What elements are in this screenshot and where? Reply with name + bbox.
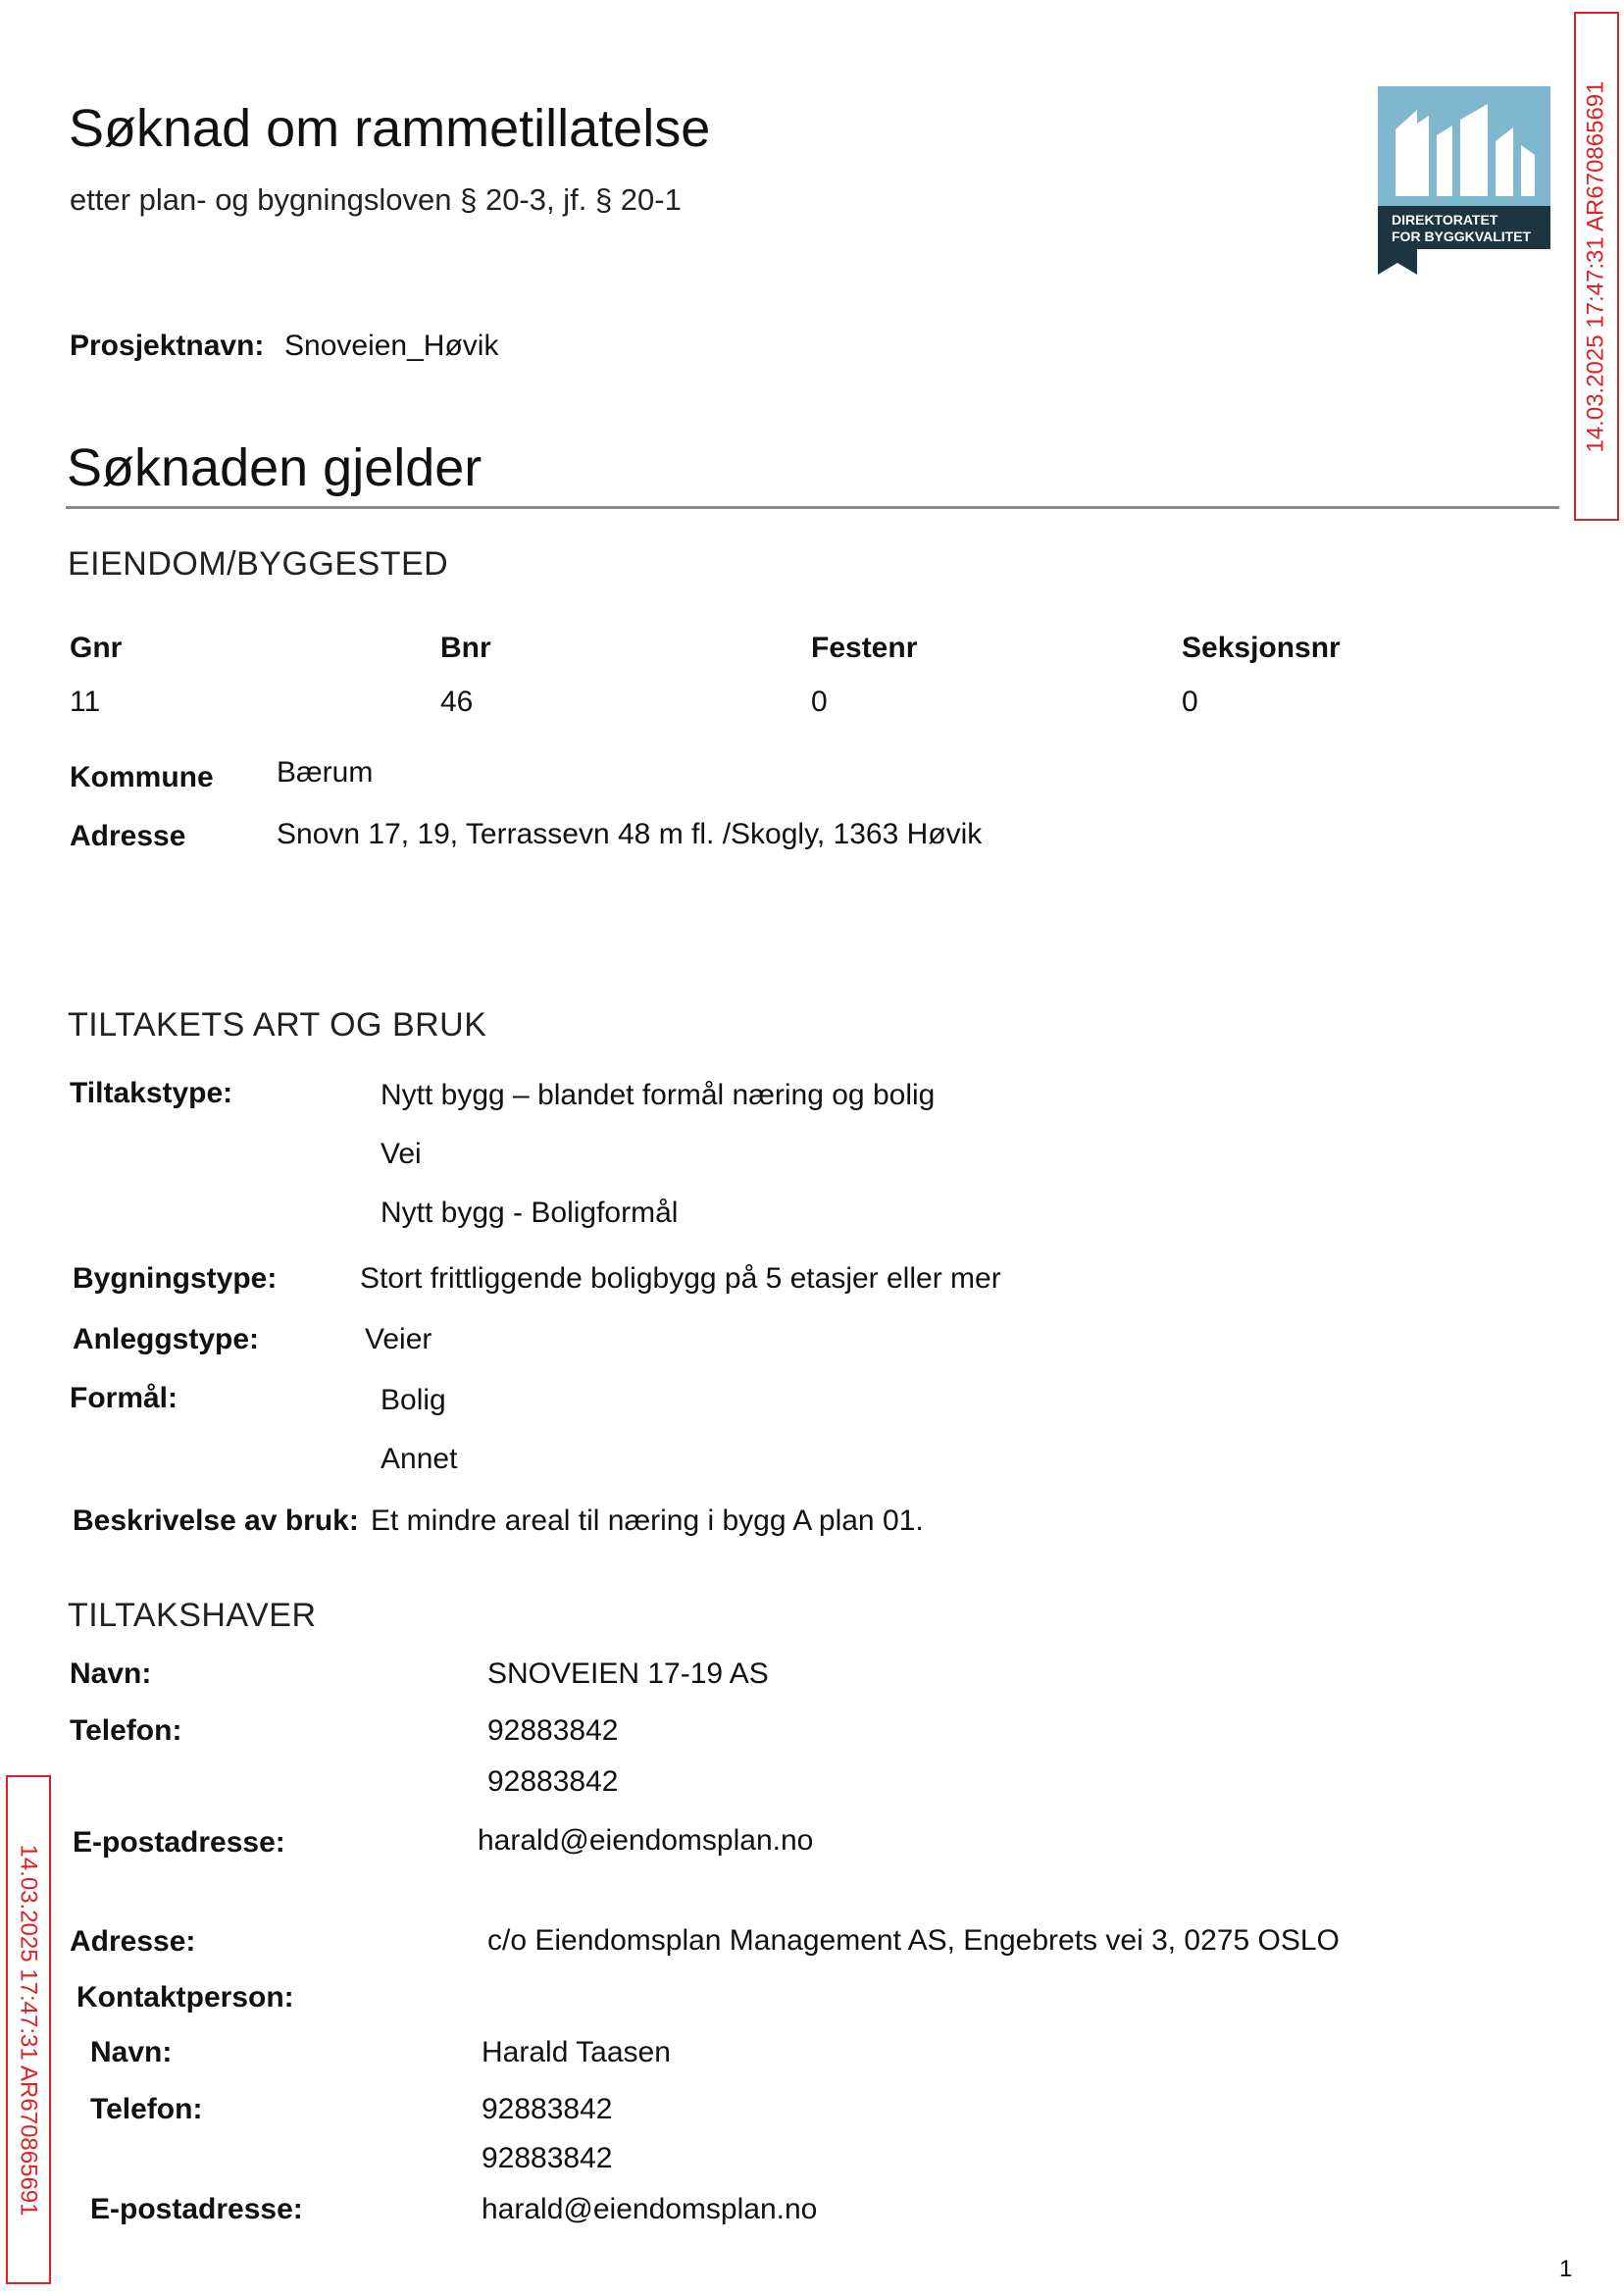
document-subtitle: etter plan- og bygningsloven § 20-3, jf. § 20-1 xyxy=(70,182,682,217)
tiltakstype-value-1: Nytt bygg – blandet formål næring og bolig xyxy=(381,1079,936,1111)
tiltakstype-value-3: Nytt bygg - Boligformål xyxy=(381,1197,679,1229)
formal-label: Formål: xyxy=(70,1382,178,1414)
kommune-label: Kommune xyxy=(70,761,214,793)
gnr-value: 11 xyxy=(70,686,101,718)
tiltakshaver-navn-value: SNOVEIEN 17-19 AS xyxy=(487,1657,769,1690)
stamp-text: 14.03.2025 17:47:31 AR670865691 xyxy=(1583,79,1609,453)
tiltakshaver-telefon-value-1: 92883842 xyxy=(487,1714,619,1747)
bnr-label: Bnr xyxy=(440,632,491,664)
kontakt-telefon-value-2: 92883842 xyxy=(482,2142,613,2174)
festenr-label: Festenr xyxy=(811,632,918,664)
section-divider xyxy=(66,506,1559,509)
tiltakstype-value-2: Vei xyxy=(381,1138,422,1170)
kommune-value: Bærum xyxy=(277,756,374,789)
festenr-value: 0 xyxy=(811,686,828,718)
kontakt-telefon-value-1: 92883842 xyxy=(482,2093,613,2125)
bygningstype-value: Stort frittliggende boligbygg på 5 etasjer eller mer xyxy=(360,1262,1001,1295)
tiltakshaver-heading: TILTAKSHAVER xyxy=(68,1597,317,1634)
tiltakshaver-telefon-value-2: 92883842 xyxy=(487,1765,619,1798)
kontakt-epost-label: E-postadresse: xyxy=(90,2193,303,2225)
bnr-value: 46 xyxy=(440,686,474,718)
adresse-label: Adresse xyxy=(70,820,186,852)
project-value: Snoveien_Høvik xyxy=(284,330,499,362)
tiltak-heading: TILTAKETS ART OG BRUK xyxy=(68,1006,487,1044)
logo-text-line1: DIREKTORATET xyxy=(1392,212,1498,228)
tiltakshaver-adresse-label: Adresse: xyxy=(70,1925,196,1958)
beskrivelse-label: Beskrivelse av bruk: xyxy=(73,1504,359,1537)
bygningstype-label: Bygningstype: xyxy=(73,1262,278,1295)
project-label: Prosjektnavn: xyxy=(70,330,265,362)
dibk-logo-graphic xyxy=(1378,86,1550,275)
adresse-value: Snovn 17, 19, Terrassevn 48 m fl. /Skogly, 1363 Høvik xyxy=(277,818,983,850)
seksjonsnr-value: 0 xyxy=(1182,686,1198,718)
eiendom-heading: EIENDOM/BYGGESTED xyxy=(68,545,449,583)
tiltakshaver-telefon-label: Telefon: xyxy=(70,1714,182,1747)
formal-value-2: Annet xyxy=(381,1443,458,1475)
logo-text-line2: FOR BYGGKVALITET xyxy=(1392,229,1532,244)
page-number: 1 xyxy=(1559,2256,1573,2282)
beskrivelse-value: Et mindre areal til næring i bygg A plan 01. xyxy=(371,1504,924,1537)
dibk-logo xyxy=(1378,86,1550,275)
anleggstype-label: Anleggstype: xyxy=(73,1323,260,1355)
stamp-text: 14.03.2025 17:47:31 AR670865691 xyxy=(16,1843,42,2217)
tiltakshaver-adresse-value: c/o Eiendomsplan Management AS, Engebrets vei 3, 0275 OSLO xyxy=(487,1924,1340,1957)
tiltakshaver-navn-label: Navn: xyxy=(70,1657,152,1690)
seksjonsnr-label: Seksjonsnr xyxy=(1182,632,1341,664)
received-stamp-left xyxy=(6,1775,51,2284)
tiltakstype-label: Tiltakstype: xyxy=(70,1077,233,1109)
kontakt-navn-label: Navn: xyxy=(90,2036,173,2068)
kontakt-navn-value: Harald Taasen xyxy=(482,2036,671,2068)
tiltakshaver-epost-value: harald@eiendomsplan.no xyxy=(478,1824,814,1857)
tiltakshaver-epost-label: E-postadresse: xyxy=(73,1826,285,1859)
section-title: Søknaden gjelder xyxy=(67,438,482,497)
formal-value-1: Bolig xyxy=(381,1384,446,1416)
document-title: Søknad om rammetillatelse xyxy=(69,99,711,158)
anleggstype-value: Veier xyxy=(365,1323,432,1355)
kontakt-epost-value: harald@eiendomsplan.no xyxy=(482,2193,818,2225)
kontakt-telefon-label: Telefon: xyxy=(90,2093,203,2125)
received-stamp-right xyxy=(1574,12,1619,521)
gnr-label: Gnr xyxy=(70,632,123,664)
kontaktperson-label: Kontaktperson: xyxy=(76,1981,294,2014)
